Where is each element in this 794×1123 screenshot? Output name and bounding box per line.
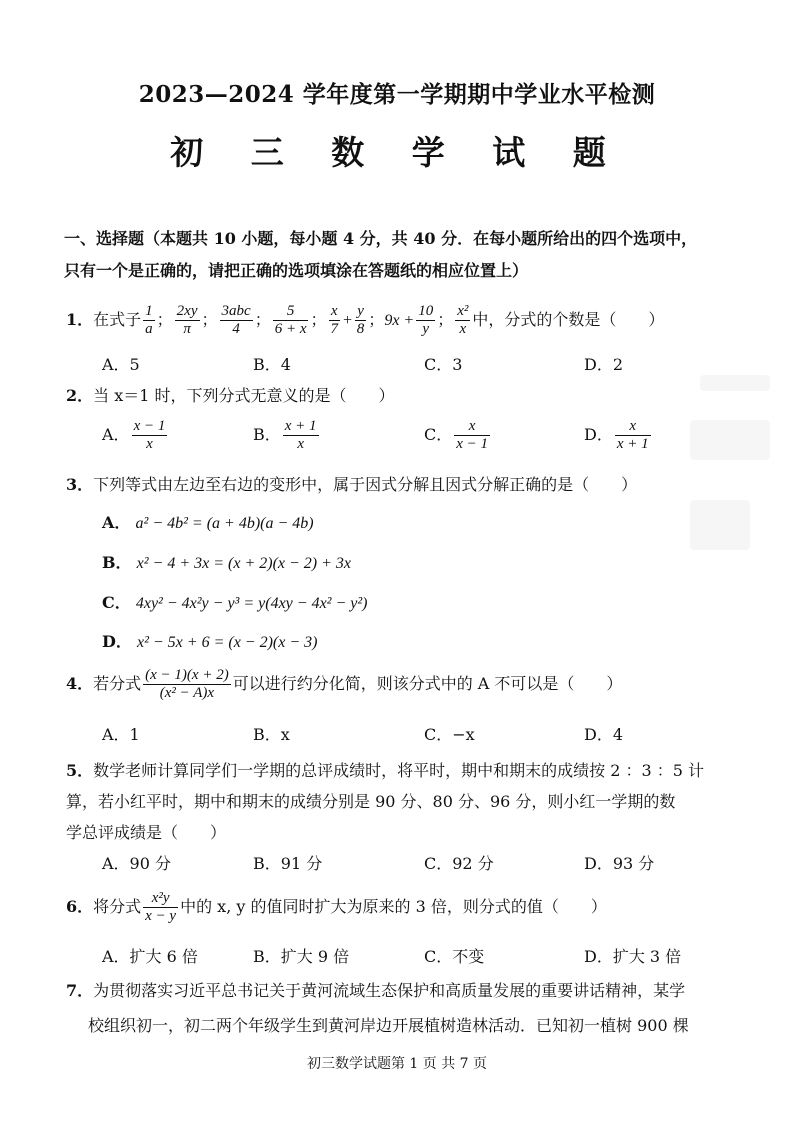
- question-number: 4．: [66, 674, 94, 693]
- option-b: B．x: [253, 725, 290, 744]
- option-a: A．5: [102, 355, 140, 374]
- option-d: D． x² − 5x + 6 = (x − 2)(x − 3): [102, 632, 318, 651]
- question-3-stem: [66, 472, 637, 495]
- scan-artifact: [700, 375, 770, 391]
- option-b: B．扩大 9 倍: [253, 947, 350, 966]
- math-fraction: $\frac{x}{7}$: [330, 303, 338, 337]
- exam-title: 2023—2024 学年度第一学期期中学业水平检测: [138, 81, 656, 108]
- question-6-stem: 6．将分式 $\frac{\text{x²y}}{x - y}$ 中的 x, y 的值同时扩大为原来的 3 倍，则分式的值（ ）: [66, 890, 607, 924]
- option-c: C．−x: [424, 725, 475, 744]
- question-5-line2: 算，若小红平时，期中和期末的成绩分别是 90 分、80 分、96 分，则小红一学期的数: [66, 792, 676, 811]
- option-d: D．4: [584, 725, 624, 744]
- scan-artifact: [690, 500, 750, 550]
- option-b: B．91 分: [253, 854, 323, 873]
- option-a: A．90 分: [102, 854, 172, 873]
- option-c: C． $\frac{x}{x - 1}$: [424, 418, 489, 452]
- option-a: A． $\frac{x - 1}{x}$: [102, 418, 166, 452]
- question-7-line2: 校组织初一，初二两个年级学生到黄河岸边开展植树造林活动．已知初一植树 900 棵: [88, 1016, 689, 1035]
- option-a: A． a² − 4b² = (a + 4b)(a − 4b): [102, 513, 314, 532]
- question-number: 2．: [66, 386, 94, 405]
- math-fraction: $\frac{\text{x²}}{x}$: [457, 303, 469, 337]
- option-b: B． x² − 4 + 3x = (x + 2)(x − 2) + 3x: [102, 553, 352, 572]
- question-number: 1．: [66, 310, 94, 329]
- section-heading-line1: 一、选择题（本题共 10 小题，每小题 4 分，共 40 分．在每小题所给出的四个选项中，: [64, 229, 698, 248]
- option-c: C．不变: [424, 947, 485, 966]
- option-c: C． 4xy² − 4x²y − y³ = y(4xy − 4x² − y²): [102, 593, 368, 612]
- math-fraction: $\frac{(x - 1)(x + 2)}{\text{(x² − A)x}}$: [145, 667, 229, 701]
- option-b: B． $\frac{x + 1}{x}$: [253, 418, 317, 452]
- question-number: 3．: [66, 475, 94, 494]
- option-b: B．4: [253, 355, 291, 374]
- question-4-stem: 4．若分式 $\frac{(x - 1)(x + 2)}{\text{(x² − A)x}}$ 可以进行约分化简，则该分式中的 A 不可以是（ ）: [66, 667, 623, 701]
- scan-artifact: [690, 420, 770, 460]
- option-d: D． $\frac{x}{x + 1}$: [584, 418, 649, 452]
- math-fraction: $\frac{y}{8}$: [356, 303, 365, 337]
- option-a: A．1: [102, 725, 140, 744]
- page-footer: 初三数学试题第 1 页 共 7 页: [306, 1056, 488, 1072]
- question-text: 中，分式的个数是（ ）: [472, 310, 665, 329]
- question-7-line1: 7．为贯彻落实习近平总书记关于黄河流域生态保护和高质量发展的重要讲话精神，某学: [66, 981, 686, 1000]
- math-fraction: $\frac{2xy}{\pi}$: [176, 303, 198, 337]
- question-5-line1: 5．数学老师计算同学们一学期的总评成绩时，将平时，期中和期末的成绩按 2 ：3 ：5 计: [66, 761, 705, 780]
- section-heading-line2: 只有一个是正确的，请把正确的选项填涂在答题纸的相应位置上）: [64, 261, 529, 280]
- question-1-stem: 1．在式子 $\frac{1}{a}$ ； $\frac{2xy}{\pi}$ ； $\frac{\text{3abc}}{4}$ ； $\frac{5}{6 + x}$ ； $\frac{x}{7}$ + $\frac{y}{8}$ ；9x + $\frac{10}{y}$ ； $\frac{\text{x²}}{x}$ 中，分式的个数是（ ）: [66, 303, 665, 337]
- subject-title: 初 三 数 学 试 题: [170, 133, 624, 172]
- option-d: D．扩大 3 倍: [584, 947, 682, 966]
- question-5-line3: 学总评成绩是（ ）: [66, 823, 227, 842]
- math-fraction: $\frac{10}{y}$: [418, 303, 434, 337]
- option-c: C．3: [424, 355, 463, 374]
- option-d: D．2: [584, 355, 624, 374]
- question-text: 当 x＝1 时，下列分式无意义的是（ ）: [93, 386, 395, 405]
- math-fraction: $\frac{5}{6 + x}$: [274, 303, 307, 337]
- question-text: 下列等式由左边至右边的变形中，属于因式分解且因式分解正确的是（ ）: [93, 475, 638, 494]
- option-c: C．92 分: [424, 854, 494, 873]
- math-fraction: $\frac{\text{x²y}}{x - y}$: [145, 890, 177, 924]
- option-a: A．扩大 6 倍: [102, 947, 198, 966]
- question-2-stem: [66, 383, 395, 406]
- option-d: D．93 分: [584, 854, 655, 873]
- question-text: 在式子: [93, 310, 142, 329]
- math-fraction: $\frac{\text{3abc}}{4}$: [221, 303, 251, 337]
- math-fraction: $\frac{1}{a}$: [145, 303, 153, 337]
